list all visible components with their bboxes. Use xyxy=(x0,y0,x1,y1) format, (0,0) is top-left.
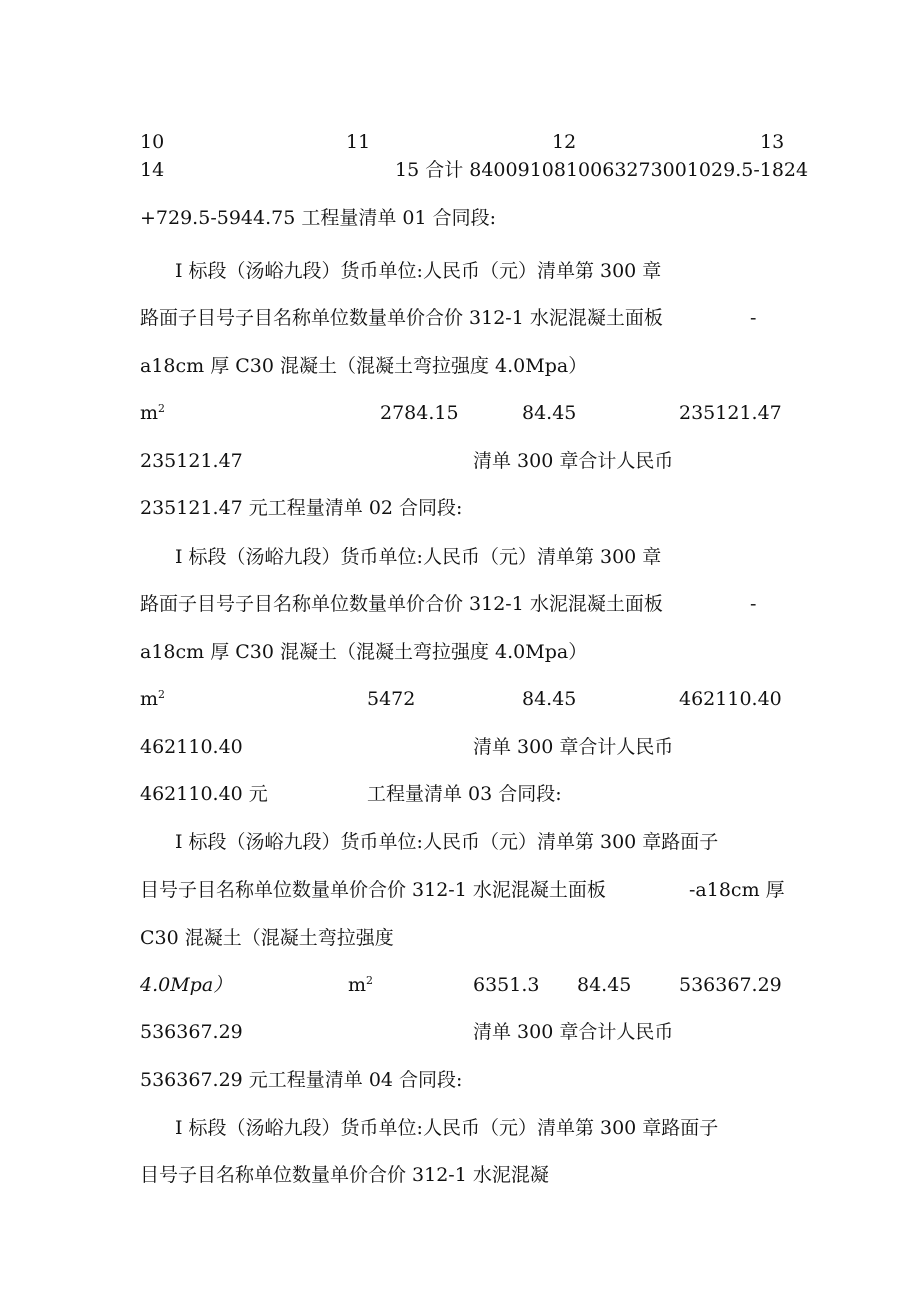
unit-price-cell: 84.45 xyxy=(522,688,577,710)
quantity-cell: 5472 xyxy=(367,688,416,710)
amount-cell: 462110.40 xyxy=(679,688,782,710)
spec-line: a18cm 厚 C30 混凝土（混凝土弯拉强度 4.0Mpa） xyxy=(140,355,588,377)
closing-amount: 462110.40 元 xyxy=(140,783,268,805)
amount-cell: 235121.47 xyxy=(679,402,782,424)
unit-price-cell: 84.45 xyxy=(522,402,577,424)
spec-line: C30 混凝土（混凝土弯拉强度 xyxy=(140,927,394,949)
subtotal-label: 清单 300 章合计人民币 xyxy=(473,736,674,758)
section-header: I 标段（汤峪九段）货币单位:人民币（元）清单第 300 章 xyxy=(175,260,662,282)
section-header: I 标段（汤峪九段）货币单位:人民币（元）清单第 300 章路面子 xyxy=(175,1117,719,1139)
column-number-12: 12 xyxy=(552,131,577,153)
unit-cell: $m^2$ xyxy=(348,974,374,996)
spec-line: a18cm 厚 C30 混凝土（混凝土弯拉强度 4.0Mpa） xyxy=(140,641,588,663)
items-line: 目号子目名称单位数量单价合价 312-1 水泥混凝 xyxy=(140,1164,549,1186)
spec-tail: 4.0Mpa） xyxy=(140,974,233,996)
items-dash: - xyxy=(750,307,757,329)
items-dash: - xyxy=(750,593,757,615)
amount-repeat: 235121.47 xyxy=(140,450,243,472)
amount-repeat: 536367.29 xyxy=(140,1021,243,1043)
subtotal-label: 清单 300 章合计人民币 xyxy=(473,450,674,472)
total-line: 15 合计 84009108100632730010​29.5-1824 xyxy=(395,159,809,181)
amount-repeat: 462110.40 xyxy=(140,736,243,758)
column-number-14: 14 xyxy=(140,159,165,181)
items-line: 路面子目号子目名称单位数量单价合价 312-1 水泥混凝土面板 xyxy=(140,307,663,329)
column-number-13: 13 xyxy=(760,131,785,153)
closing-amount: 536367.29 元工程量清单 04 合同段: xyxy=(140,1069,463,1091)
unit-price-cell: 84.45 xyxy=(577,974,632,996)
contract-title-03: 工程量清单 03 合同段: xyxy=(367,783,562,805)
column-number-11: 11 xyxy=(346,131,371,153)
closing-amount: 235121.47 元工程量清单 02 合同段: xyxy=(140,497,463,519)
items-line: 路面子目号子目名称单位数量单价合价 312-1 水泥混凝土面板 xyxy=(140,593,663,615)
contract-title-01: +729.5-5944.75 工程量清单 01 合同段: xyxy=(140,207,496,229)
amount-cell: 536367.29 xyxy=(679,974,782,996)
unit-cell: $m^2$ xyxy=(140,688,166,710)
section-header: I 标段（汤峪九段）货币单位:人民币（元）清单第 300 章 xyxy=(175,546,662,568)
column-number-10: 10 xyxy=(140,131,165,153)
items-tail: -a18cm 厚 xyxy=(689,879,785,901)
unit-cell: $m^2$ xyxy=(140,402,166,424)
quantity-cell: 2784.15 xyxy=(380,402,459,424)
quantity-cell: 6351.3 xyxy=(473,974,540,996)
items-line: 目号子目名称单位数量单价合价 312-1 水泥混凝土面板 xyxy=(140,879,606,901)
section-header: I 标段（汤峪九段）货币单位:人民币（元）清单第 300 章路面子 xyxy=(175,831,719,853)
subtotal-label: 清单 300 章合计人民币 xyxy=(473,1021,674,1043)
